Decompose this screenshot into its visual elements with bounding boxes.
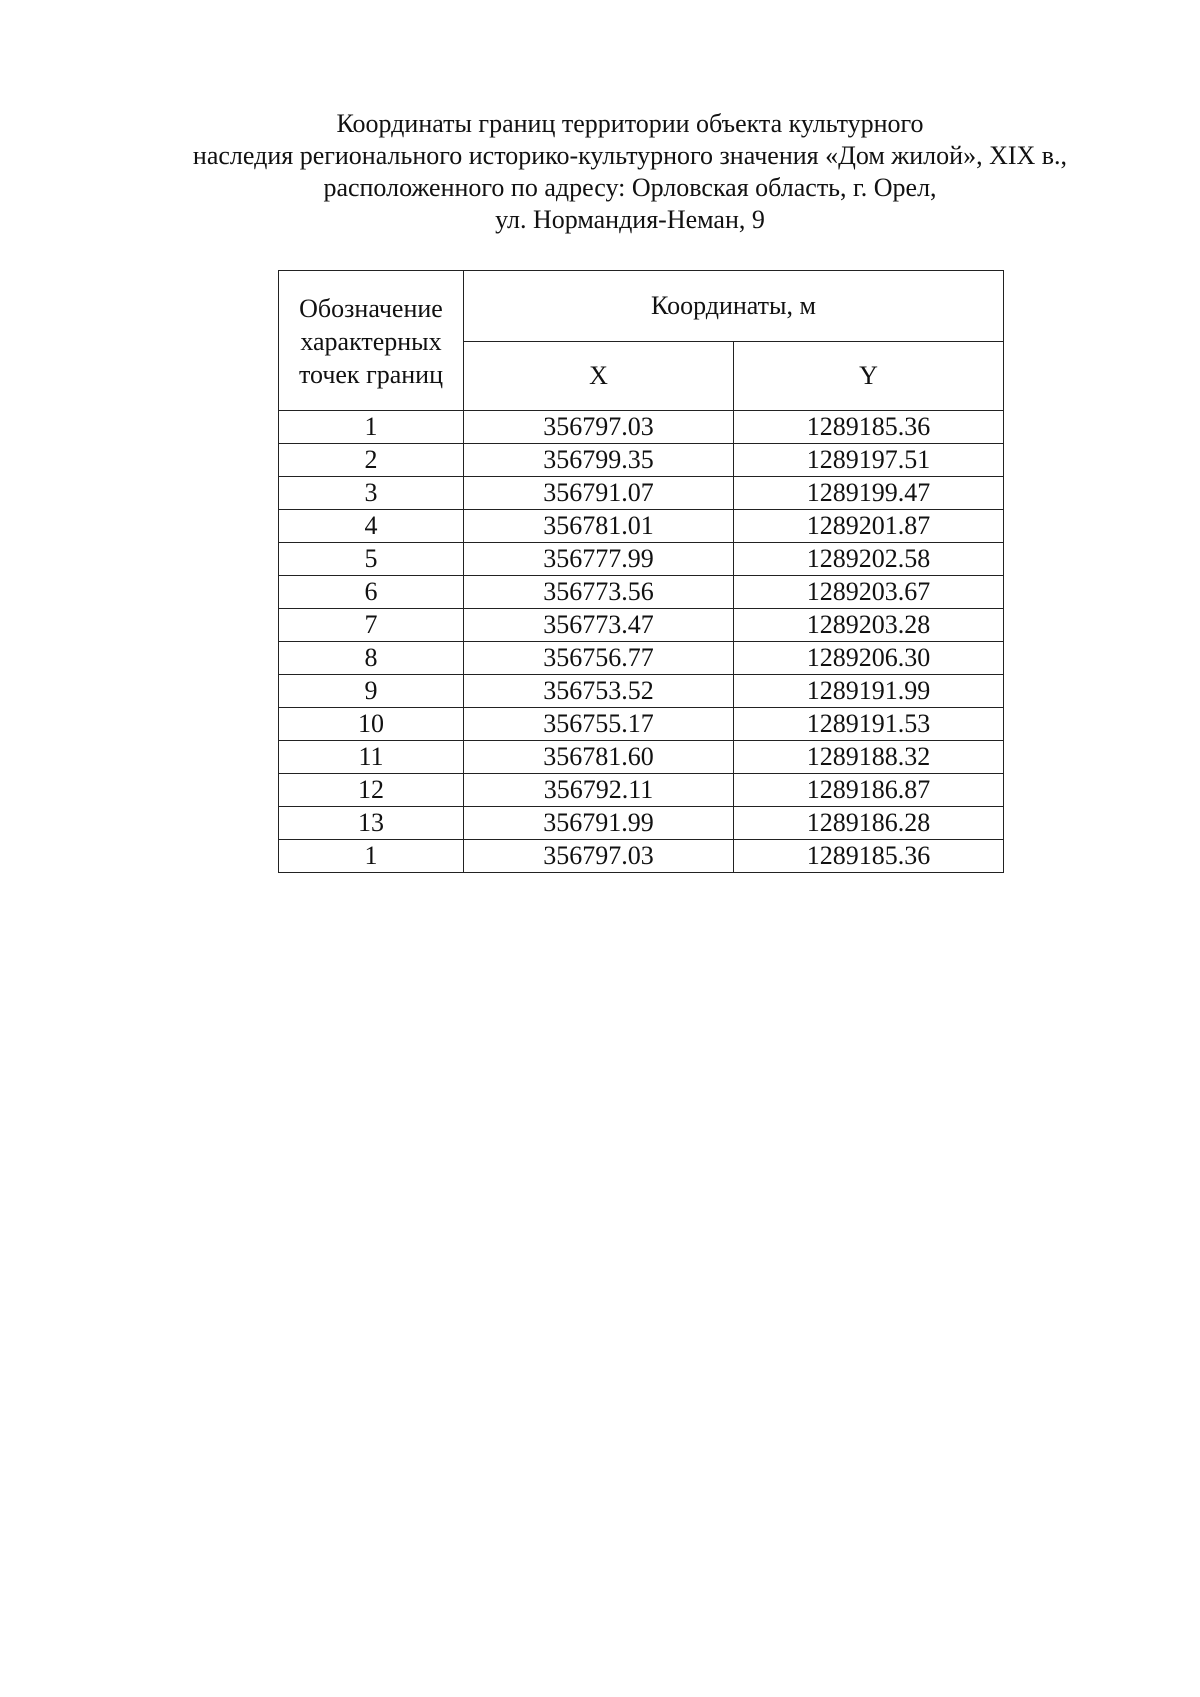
table-row — [279, 774, 1004, 807]
cell-point: 2 — [279, 444, 464, 477]
cell-point: 3 — [279, 477, 464, 510]
cell-x: 356756.77 — [464, 642, 734, 675]
cell-y: 1289203.67 — [734, 576, 1004, 609]
table-row — [279, 741, 1004, 774]
title-line-4: ул. Нормандия-Неман, 9 — [495, 205, 765, 234]
coordinates-table — [278, 270, 1004, 873]
cell-x: 356791.07 — [464, 477, 734, 510]
cell-x: 356753.52 — [464, 675, 734, 708]
table-row — [279, 675, 1004, 708]
cell-x: 356781.60 — [464, 741, 734, 774]
cell-y: 1289191.53 — [734, 708, 1004, 741]
table-row — [279, 510, 1004, 543]
table-header — [279, 271, 1004, 411]
cell-point: 8 — [279, 642, 464, 675]
cell-x: 356777.99 — [464, 543, 734, 576]
cell-point: 11 — [279, 741, 464, 774]
cell-point: 9 — [279, 675, 464, 708]
title-line-2: наследия регионального историко-культурного значения «Дом жилой», XIX в., — [192, 141, 1068, 170]
cell-x: 356797.03 — [464, 411, 734, 444]
table-body — [279, 411, 1004, 873]
cell-x: 356773.56 — [464, 576, 734, 609]
table-header-row-1 — [279, 271, 1004, 342]
cell-y: 1289186.87 — [734, 774, 1004, 807]
table-row — [279, 444, 1004, 477]
cell-point: 10 — [279, 708, 464, 741]
cell-x: 356773.47 — [464, 609, 734, 642]
cell-y: 1289203.28 — [734, 609, 1004, 642]
cell-point: 6 — [279, 576, 464, 609]
cell-y: 1289202.58 — [734, 543, 1004, 576]
cell-point: 4 — [279, 510, 464, 543]
table-row — [279, 411, 1004, 444]
title-line-3: расположенного по адресу: Орловская область, г. Орел, — [323, 173, 937, 202]
cell-x: 356797.03 — [464, 840, 734, 873]
table-row — [279, 543, 1004, 576]
header-y: Y — [734, 342, 1004, 411]
header-point-designation: Обозначение характерных точек границ — [279, 271, 464, 411]
cell-y: 1289201.87 — [734, 510, 1004, 543]
cell-y: 1289199.47 — [734, 477, 1004, 510]
table-row — [279, 807, 1004, 840]
cell-y: 1289188.32 — [734, 741, 1004, 774]
cell-point: 12 — [279, 774, 464, 807]
cell-x: 356781.01 — [464, 510, 734, 543]
cell-y: 1289191.99 — [734, 675, 1004, 708]
cell-y: 1289197.51 — [734, 444, 1004, 477]
cell-y: 1289206.30 — [734, 642, 1004, 675]
header-x: X — [464, 342, 734, 411]
cell-point: 1 — [279, 840, 464, 873]
title-line-1: Координаты границ территории объекта культурного — [336, 109, 924, 138]
table-row — [279, 840, 1004, 873]
table-row — [279, 642, 1004, 675]
cell-point: 13 — [279, 807, 464, 840]
cell-x: 356792.11 — [464, 774, 734, 807]
cell-y: 1289185.36 — [734, 840, 1004, 873]
cell-point: 5 — [279, 543, 464, 576]
table-row — [279, 609, 1004, 642]
table-row — [279, 576, 1004, 609]
cell-x: 356799.35 — [464, 444, 734, 477]
header-coordinates: Координаты, м — [464, 271, 1004, 342]
cell-x: 356755.17 — [464, 708, 734, 741]
cell-x: 356791.99 — [464, 807, 734, 840]
cell-point: 7 — [279, 609, 464, 642]
table-row — [279, 708, 1004, 741]
table-row — [279, 477, 1004, 510]
cell-y: 1289185.36 — [734, 411, 1004, 444]
cell-y: 1289186.28 — [734, 807, 1004, 840]
document-title — [150, 108, 1110, 236]
cell-point: 1 — [279, 411, 464, 444]
